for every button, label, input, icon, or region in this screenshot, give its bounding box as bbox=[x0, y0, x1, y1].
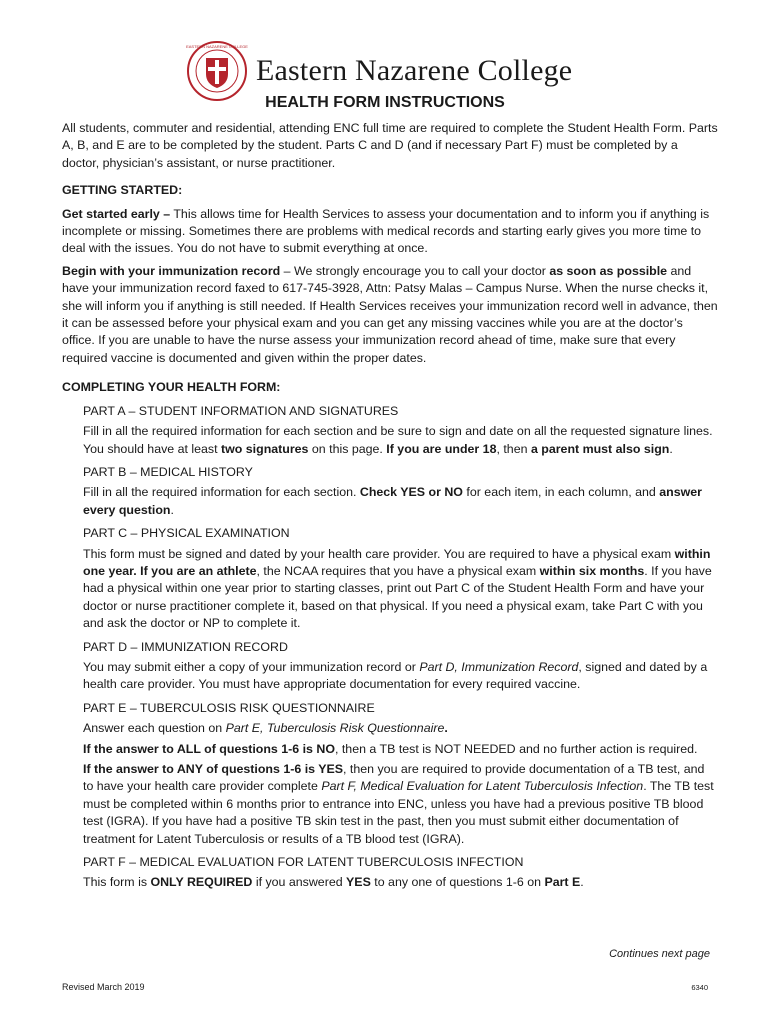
part-c-text: This form must be signed and dated by your health care provider. You are required to have a physical exam within one year. If you are an athlete, the NCAA requires that you have a physical exam within six months. If you have had a physical within one year prior to starting classes, print out Part C of the Student Health Form and have your doctor or nurse practitioner complete it, based on that physical. If you need a physical exam, take Part C with you and ask the doctor or NP to complete it. bbox=[83, 546, 712, 631]
part-b-heading: PART B – MEDICAL HISTORY bbox=[83, 464, 253, 479]
part-a-text: Fill in all the required information for each section and be sure to sign and date on all the requested signature lines. You should have at least two signatures on this page. If you are under 18, then a parent must also sign. bbox=[83, 424, 713, 456]
part-d-text: You may submit either a copy of your immunization record or Part D, Immunization Record, signed and dated by a health care provider. You must have appropriate documentation for every required vaccine. bbox=[83, 659, 708, 692]
getting-started-heading: GETTING STARTED: bbox=[62, 183, 183, 198]
completing-heading: COMPLETING YOUR HEALTH FORM: bbox=[62, 380, 281, 395]
revised-date: Revised March 2019 bbox=[62, 982, 145, 992]
part-sections bbox=[83, 403, 718, 892]
svg-text:EASTERN NAZARENE COLLEGE: EASTERN NAZARENE COLLEGE bbox=[186, 44, 248, 49]
part-d-heading: PART D – IMMUNIZATION RECORD bbox=[83, 639, 288, 654]
immunization-record-paragraph: Begin with your immunization record – We strongly encourage you to call your doctor as soon as possible and have your immunization record faxed to 617-745-3928, Attn: Patsy Malas – Campus Nurse. When the nurse checks it, she will inform you if anything is still needed. If Health Services receives your immunization record well in advance, then it can be assessed before your physical exam and you can get any missing vaccines while you are at the doctor’s office. If you are unable to have the nurse assess your immunization record ahead of time, make sure that every required vaccine is documented and given within the proper dates. bbox=[62, 263, 718, 365]
part-e-heading: PART E – TUBERCULOSIS RISK QUESTIONNAIRE bbox=[83, 700, 375, 715]
page-title: HEALTH FORM INSTRUCTIONS bbox=[265, 94, 505, 111]
college-name: Eastern Nazarene College bbox=[256, 54, 573, 87]
form-code: 6340 bbox=[691, 983, 708, 992]
college-seal-icon bbox=[186, 40, 248, 102]
continues-next-page: Continues next page bbox=[609, 948, 710, 960]
part-e-yes-text: If the answer to ANY of questions 1-6 is YES, then you are required to provide documentation of a TB test, and to have your health care provider complete Part F, Medical Evaluation for Latent Tuberculosis Infection. The TB test must be completed within 6 months prior to entrance into ENC, unless you have had a previous positive TB blood test (IGRA). If you have had a positive TB skin test in the past, then you must submit either documentation of treatment for Latent Tuberculosis or results of a TB blood test (IGRA). bbox=[83, 762, 714, 846]
part-e-text: Answer each question on Part E, Tuberculosis Risk Questionnaire. bbox=[83, 721, 448, 736]
part-a-heading: PART A – STUDENT INFORMATION AND SIGNATURES bbox=[83, 403, 399, 418]
get-started-early-paragraph: Get started early – This allows time for Health Services to assess your documentation and to inform you if anything is incomplete or missing. Sometimes there are problems with medical records and starting early gives you more time to deal with the issues. You do not have to submit everything at once. bbox=[62, 206, 710, 256]
part-f-text: This form is ONLY REQUIRED if you answered YES to any one of questions 1-6 on Part E. bbox=[83, 875, 584, 890]
page-header bbox=[186, 40, 572, 102]
intro-paragraph: All students, commuter and residential, attending ENC full time are required to complete the Student Health Form. Parts A, B, and E are to be completed by the student. Parts C and D (and if necessary Part F) must be completed by a doctor, physician’s assistant, or nurse practitioner. bbox=[62, 121, 718, 170]
document-body bbox=[62, 120, 718, 895]
part-f-heading: PART F – MEDICAL EVALUATION FOR LATENT TUBERCULOSIS INFECTION bbox=[83, 855, 524, 870]
part-e-no-text: If the answer to ALL of questions 1-6 is NO, then a TB test is NOT NEEDED and no further action is required. bbox=[83, 741, 698, 756]
part-c-heading: PART C – PHYSICAL EXAMINATION bbox=[83, 526, 290, 541]
part-b-text: Fill in all the required information for each section. Check YES or NO for each item, in each column, and answer every question. bbox=[83, 485, 702, 517]
